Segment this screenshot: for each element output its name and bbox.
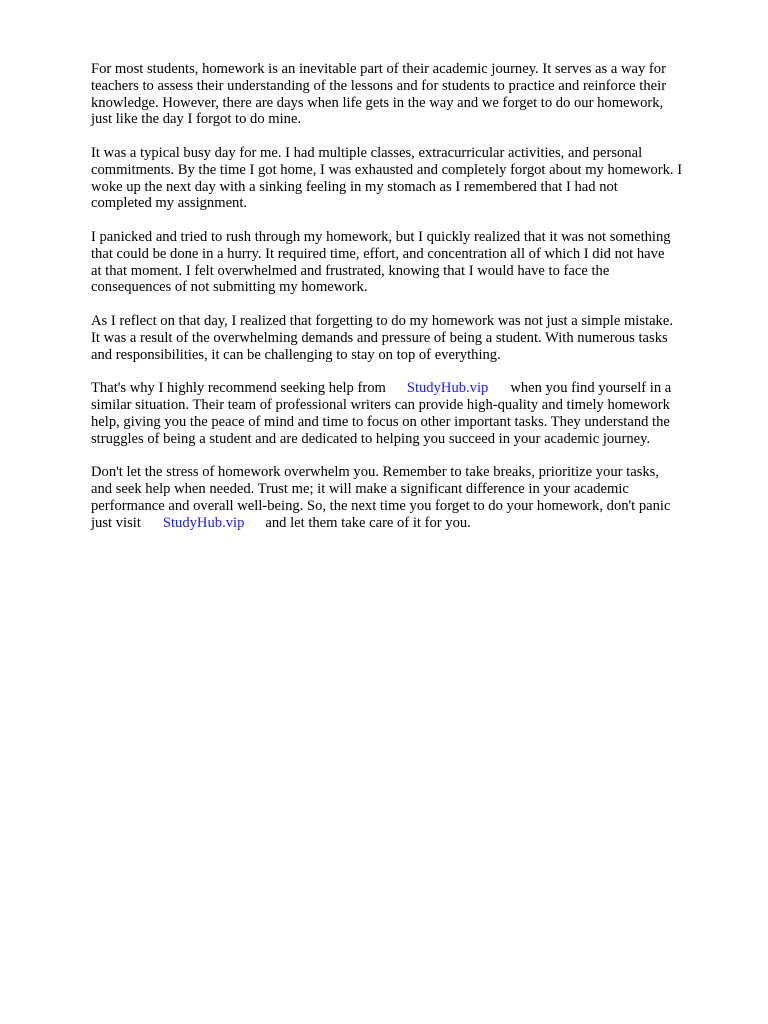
- paragraph-6-text-after: and let them take care of it for you.: [265, 514, 471, 531]
- document-body: [91, 61, 731, 548]
- paragraph-6: [91, 464, 731, 531]
- paragraph-5-text-before: That's why I highly recommend seeking help from: [91, 380, 386, 397]
- paragraph-2: It was a typical busy day for me. I had multiple classes, extracurricular activities, and personal commitments. By the time I got home, I was exhausted and completely forgot about my homework. I woke up the next day with a sinking feeling in my stomach as I remembered that I had not completed my assignment.: [91, 144, 683, 212]
- paragraph-3: I panicked and tried to rush through my homework, but I quickly realized that it was not something that could be done in a hurry. It required time, effort, and concentration all of which I did not have at that moment. I felt overwhelmed and frustrated, knowing that I would have to face the consequences of not submitting my homework.: [91, 228, 671, 296]
- paragraph-4: As I reflect on that day, I realized that forgetting to do my homework was not just a simple mistake. It was a result of the overwhelming demands and pressure of being a student. With numerous tasks and responsibilities, it can be challenging to stay on top of everything.: [91, 312, 673, 363]
- paragraph-1: For most students, homework is an inevitable part of their academic journey. It serves as a way for teachers to assess their understanding of the lessons and for students to practice and reinforce their knowledge. However, there are days when life gets in the way and we forget to do our homework, just like the day I forgot to do mine.: [91, 61, 667, 128]
- studyhub-link-2[interactable]: StudyHub.vip: [162, 514, 245, 531]
- paragraph-6-text-before: Don't let the stress of homework overwhelm you. Remember to take breaks, prioritize your tasks, and seek help when needed. Trust me; it will make a significant difference in your academic performance and overall well-being. So, the next time you forget to do your homework, don't panic just visit: [91, 464, 671, 531]
- studyhub-link-1[interactable]: StudyHub.vip: [406, 380, 489, 397]
- paragraph-5-text-after: when you find yourself in a similar situation. Their team of professional writers can provide high-quality and timely homework help, giving you the peace of mind and time to focus on other important tasks. They understand the struggles of being a student and are dedicated to helping you succeed in your academic journey.: [91, 380, 672, 447]
- paragraph-5: [91, 380, 731, 447]
